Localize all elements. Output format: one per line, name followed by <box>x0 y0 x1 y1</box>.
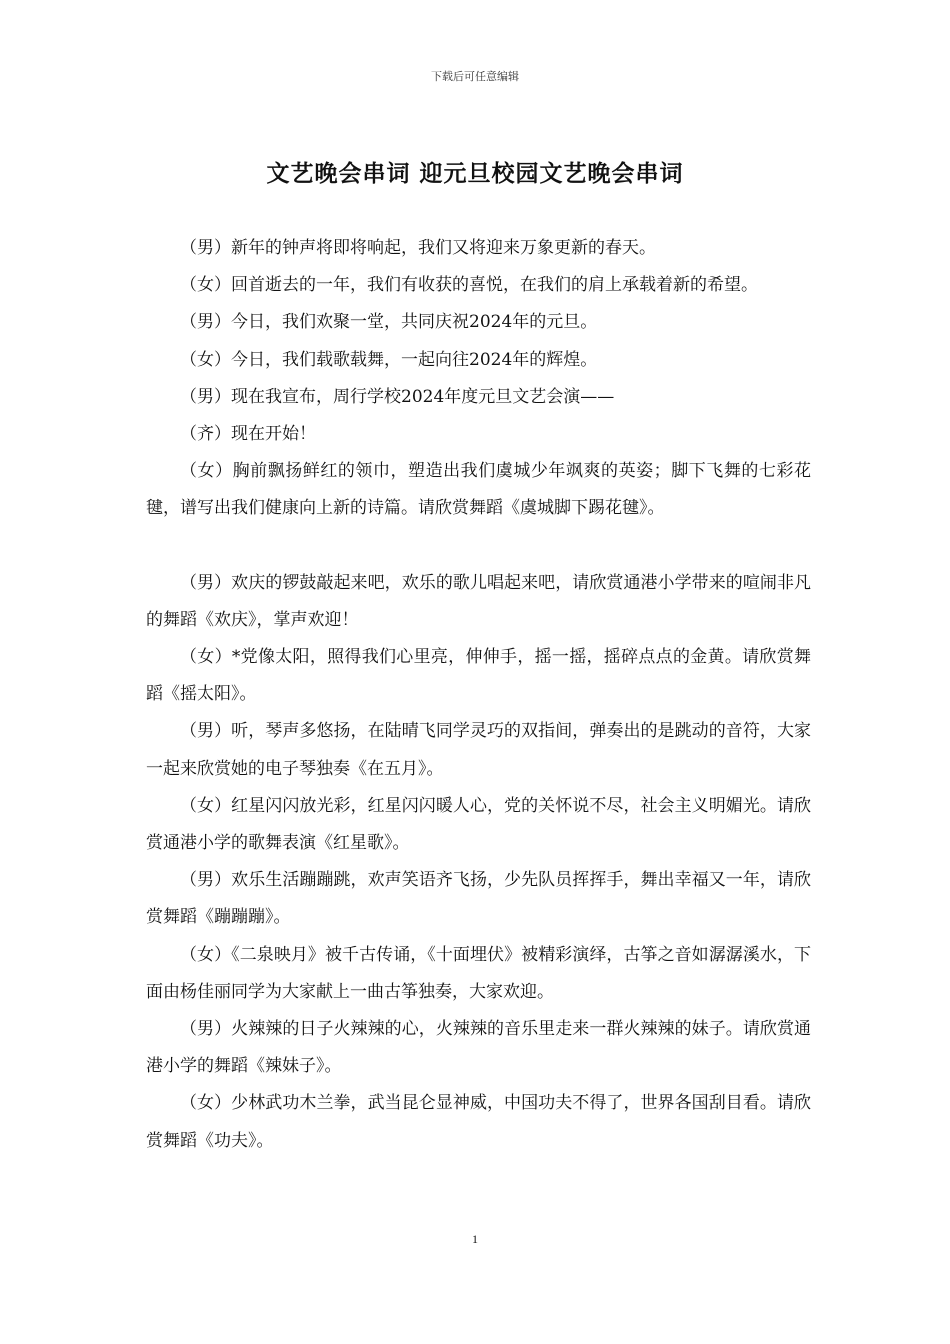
document-title: 文艺晚会串词 迎元旦校园文艺晚会串词 <box>266 161 684 187</box>
paragraph: （齐）现在开始！ <box>180 424 316 445</box>
paragraph: （男）新年的钟声将即将响起，我们又将迎来万象更新的春天。 <box>180 238 656 258</box>
paragraph: （男）火辣辣的日子火辣辣的心，火辣辣的音乐里走来一群火辣辣的妹子。请欣赏通港小学的舞蹈《辣妹子》。 <box>146 1019 811 1077</box>
paragraph: （女）今日，我们载歌载舞，一起向往2024年的辉煌。 <box>180 349 598 370</box>
paragraph: （男）欢乐生活蹦蹦跳，欢声笑语齐飞扬，少先队员挥挥手，舞出幸福又一年，请欣赏舞蹈《蹦蹦蹦》。 <box>146 870 811 928</box>
paragraph: （男）今日，我们欢聚一堂，共同庆祝2024年的元旦。 <box>180 312 598 333</box>
paragraph: （女）少林武功木兰拳，武当昆仑显神威，中国功夫不得了，世界各国刮目看。请欣赏舞蹈《功夫》。 <box>146 1093 811 1151</box>
document-body <box>146 230 811 1160</box>
paragraph: （女）红星闪闪放光彩，红星闪闪暖人心，党的关怀说不尽，社会主义明媚光。请欣赏通港小学的歌舞表演《红星歌》。 <box>146 795 811 854</box>
paragraph: （女）胸前飘扬鲜红的领巾，塑造出我们虞城少年飒爽的英姿；脚下飞舞的七彩花毽，谱写出我们健康向上新的诗篇。请欣赏舞蹈《虞城脚下踢花毽》。 <box>146 461 811 519</box>
page-header: 下载后可任意编辑 <box>431 70 519 83</box>
paragraph: （女）《二泉映月》被千古传诵，《十面埋伏》被精彩演绎，古筝之音如潺潺溪水，下面由杨佳丽同学为大家献上一曲古筝独奏，大家欢迎。 <box>146 944 811 1002</box>
paragraph: （男）现在我宣布，周行学校2024年度元旦文艺会演—— <box>180 386 615 407</box>
page-number: 1 <box>472 1232 478 1246</box>
paragraph: （男）欢庆的锣鼓敲起来吧，欢乐的歌儿唱起来吧，请欣赏通港小学带来的喧闹非凡的舞蹈《欢庆》，掌声欢迎！ <box>146 572 811 630</box>
paragraph: （女）回首逝去的一年，我们有收获的喜悦，在我们的肩上承载着新的希望。 <box>180 275 758 296</box>
paragraph: （男）听，琴声多悠扬，在陆晴飞同学灵巧的双指间，弹奏出的是跳动的音符，大家一起来欣赏她的电子琴独奏《在五月》。 <box>146 721 811 779</box>
paragraph: （女）*党像太阳，照得我们心里亮，伸伸手，摇一摇，摇碎点点的金黄。请欣赏舞蹈《摇太阳》。 <box>146 647 811 705</box>
